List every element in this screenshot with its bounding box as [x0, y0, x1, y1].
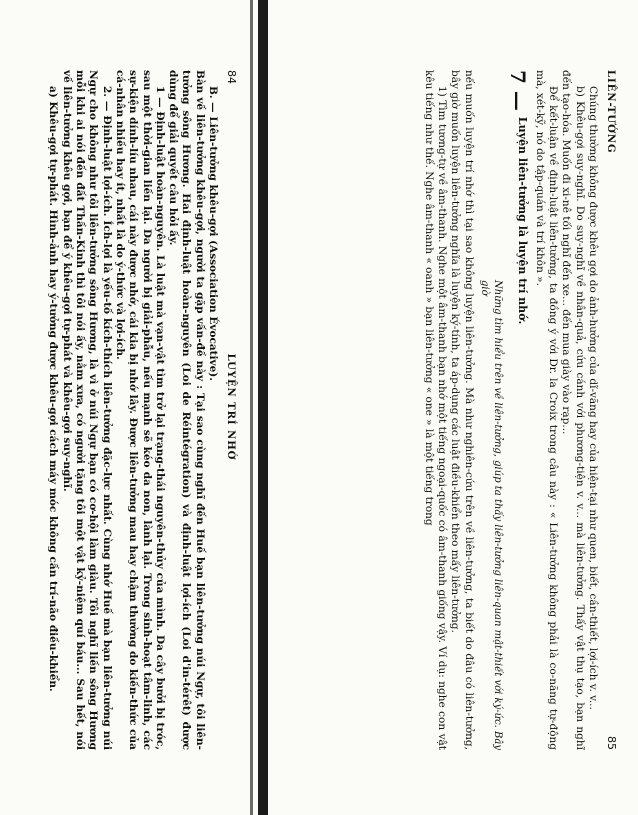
paragraph-1: Chúng thường không được khêu gợi do ảnh-hưởng của dĩ-vãng hay của hiện-tại như quen, biết, cần-thiết, lợi-ích v. v...: [587, 86, 599, 710]
paragraph-5: 1) Tìm tương-tự về âm-thanh. Nghe một âm-thanh bạn nhớ một tiếng ngoại-quốc có âm-thanh giống vậy. Ví dụ: nghe con vật kêu tiếng như thế. Nghe âm-thanh « oanh » bạn liên-tưởng « one » là một tiếng trong: [422, 70, 448, 750]
paragraph-2: b) Khêu-gợi suy-nghĩ. Do suy-nghĩ về nhân-quả, cứu cánh với phương-tiện v. v... mà liên-tưởng. Thấy vật thụ tạo, bạn nghĩ đến tạo-hóa. Muốn đi xi-nê tối nghĩ đến xe... đến mua giày vào rạp...: [560, 70, 586, 750]
page-header: [605, 70, 618, 750]
rule-2-paragraph: 2. — Định-luật lợi-ích. Ích-lợi là yếu-tố kích-thích liên-tưởng đặc-lực nhất. Cùng nhớ Huế mà bạn liên-tưởng núi Ngự cho không như tôi liên-tưởng sông Hương, là vì ở núi Ngự bạn có cơ-hội làm giàu. Tôi nghĩ liền sông Hương mỗi khi ai nói đến đất Thần-Kinh thì tôi nói ấy, nằm xưa, có người tặng tôi một vật kỷ-niệm quí báu... Sau hết, nói về liên-tưởng khêu gợi, bạn để ý khêu-gợi tự-phát và khêu-gợi suy-nghĩ.: [60, 70, 113, 750]
section-b-heading: B. — Liên-tưởng khêu-gợi (Association Évocative).: [207, 86, 219, 381]
page-header: [225, 70, 238, 750]
running-head: LIÊN-TƯỞNG: [605, 70, 616, 154]
book-spine-edge: [250, 0, 253, 815]
page-number: 84: [225, 70, 238, 84]
page-84: [0, 70, 238, 750]
page-85: [278, 70, 618, 750]
section-7-heading: [507, 70, 529, 750]
paragraph-4: nếu muốn luyện trí nhớ thì tại sao không luyện liên-tưởng. Mà như nghiên-cứu trên về liên-tưởng, ta biết do đâu có liên-tưởng, bây giờ muốn luyện liên-tưởng nghĩa là luyện ký-tính, ta áp-dụng các luật điều-khiển theo mấy liên-tưởng.: [449, 70, 475, 750]
quote-paragraph: Những tìm hiểu trên về liên-tưởng, giúp ta thấy liên-tưởng liên-quan mật-thiết với ký-ức. Bây giờ: [479, 280, 503, 750]
rule-1-paragraph: 1 — Định-luật hoàn-nguyên. Là luật mà vạn-vật tìm trở lại trạng-thái nguyên-thủy của mình. Da cây bưởi bị tróc, sau một thời-gian liền lại. Da người bị giải-phẫu, nếu mạnh sẽ kéo da non, lành lại. Trong sinh-hoạt tâm-linh, các sự-kiện dính-líu nhau, cái này được nhớ, cái kia bị nhớ lây. Được liên-tưởng mau hay chậm thường do kiến-thức của cá-nhân nhiều hay ít, nhất là do ý-thức và lợi-ích.: [113, 70, 166, 750]
running-head: LUYỆN TRÍ NHỚ: [225, 353, 236, 461]
section-title: Luyện liên-tưởng là luyện trí nhớ.: [515, 116, 529, 325]
book-spine-shadow: [258, 0, 268, 815]
section-number: 7 —: [505, 70, 530, 111]
item-a-paragraph: a) Khêu-gợi tự-phát. Hình-ảnh hay ý-tưởng được khêu-gợi cách máy móc không cần trí-não điều-khiển.: [47, 86, 60, 692]
paragraph-3: Để kết-luận về định-luật liên-tưởng, ta đồng ý với Dr. la Croix trong câu này : « Liên-tưởng không phải là co-năng tự-động mà, xét-kỹ, nó do tập-quán và trí khôn ».: [533, 70, 560, 750]
page-number: 85: [605, 736, 618, 750]
section-b-text: Bàn về liên-tưởng khêu-gợi, người ta gặp vấn-đề này : Tại sao cùng nghĩ đến Huế bạn liên-tưởng núi Ngự, tôi liên-tưởng sông Hương. Hai định-luật hoàn-nguyên (Loi de Réintégration) và định-luật lợi-ích (Loi d'in-térêt) được dùng để giải quyết câu hỏi ấy.: [167, 70, 206, 750]
